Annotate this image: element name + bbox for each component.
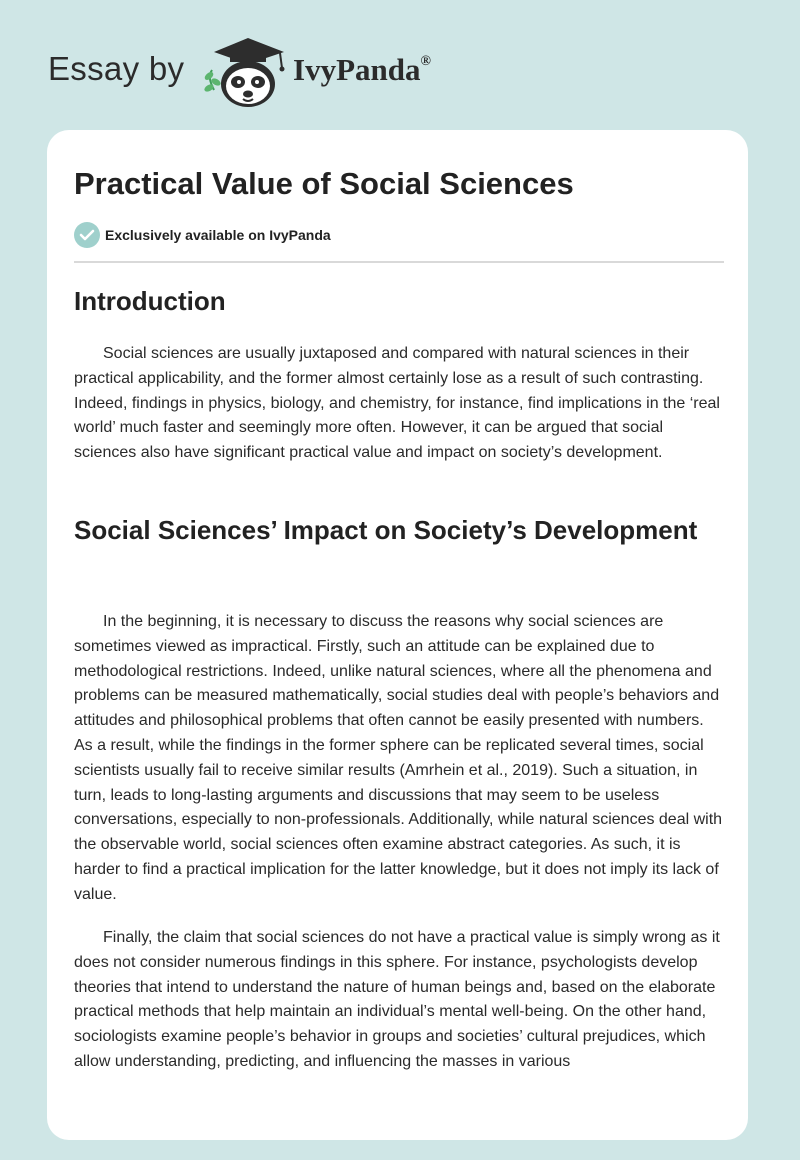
section-heading-impact: Social Sciences’ Impact on Society’s Development bbox=[74, 515, 698, 545]
page-title: Practical Value of Social Sciences bbox=[74, 166, 574, 201]
check-circle-icon bbox=[74, 222, 100, 248]
exclusive-badge bbox=[74, 222, 331, 248]
paragraph: In the beginning, it is necessary to discuss the reasons why social sciences are sometimes viewed as impractical. Firstly, such an attitude can be explained due to methodological restrictions. Indeed, unlike natural sciences, where all the phenomena and problems can be measured mathematically, social studies deal with people’s behaviors and attitudes and philosophical problems that often cannot be easily presented with numbers. As a result, while the findings in the former sphere can be replicated several times, social scientists usually fail to receive similar results (Amrhein et al., 2019). Such a situation, in turn, leads to long-lasting arguments and discussions that may seem to be useless conversations, especially to non-professionals. Additionally, while natural sciences deal with the observable world, social sciences often examine abstract categories. As such, it is harder to find a practical implication for the latter knowledge, but it does not imply its lack of value. bbox=[74, 613, 723, 903]
registered-mark: ® bbox=[420, 54, 431, 69]
divider bbox=[74, 261, 724, 263]
section-heading-introduction: Introduction bbox=[74, 286, 226, 316]
essay-card bbox=[47, 130, 748, 1140]
brand-name-text: IvyPanda bbox=[293, 52, 421, 87]
paragraph: Finally, the claim that social sciences do not have a practical value is simply wrong as it does not consider numerous findings in this sphere. For instance, psychologists develop theories that intend to understand the nature of human beings and, based on the elaborate practical methods that help maintain an individual’s mental well-being. On the other hand, sociologists examine people’s behavior in groups and societies’ cultural prejudices, which allow understanding, predicting, and influencing the masses in various bbox=[74, 929, 720, 1070]
brand-name[interactable] bbox=[293, 52, 431, 88]
panda-logo-icon[interactable] bbox=[200, 32, 290, 110]
paragraph: Social sciences are usually juxtaposed and compared with natural sciences in their practical applicability, and the former almost certainly lose as a result of such contrasting. Indeed, findings in physics, biology, and chemistry, for instance, find implications in the ‘real world’ much faster and seemingly more often. However, it can be argued that social sciences also have significant practical value and impact on society’s development. bbox=[74, 345, 720, 462]
site-header bbox=[0, 0, 800, 130]
brand-prefix: Essay by bbox=[48, 50, 185, 87]
exclusive-badge-label: Exclusively available on IvyPanda bbox=[105, 227, 331, 243]
